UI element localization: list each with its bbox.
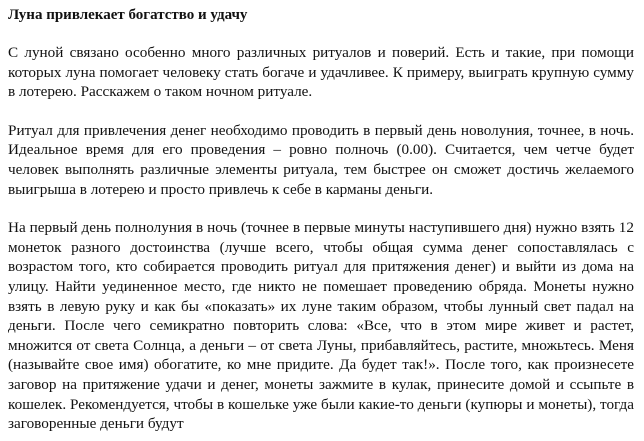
paragraph-ritual-steps: На первый день полнолуния в ночь (точнее в первые минуты наступившего дня) нужно взять 12 монеток разного достоинства (лучше всего, чтобы общая сумма денег сопоставлялась с возрастом того, кто собирается проводить ритуал для притяжения денег) и выйти из дома на улицу. Найти уединенное место, где никто не помешает проведению обряда. Монеты нужно взять в левую руку и как бы «показать» их луне таким образом, чтобы лунный свет падал на деньги. После чего семикратно повторить слова: «Все, что в этом мире живет и растет, множится от света Солнца, а деньги – от света Луны, прибавляйтесь, растите, множьтесь. Меня (называйте свое имя) обогатите, ко мне придите. Да будет так!». После того, как произнесете заговор на притяжение удачи и денег, монеты зажмите в кулак, принесите домой и ссыпьте в кошелек. Рекомендуется, чтобы в кошельке уже были какие-то деньги (купюры и монеты), тогда заговоренные деньги будут [8,219,634,433]
paragraph-ritual-timing: Ритуал для привлечения денег необходимо проводить в первый день новолуния, точнее, в ночь. Идеальное время для его проведения – ровно полночь (0.00). Считается, чем четче будет человек выполнять различные элементы ритуала, тем быстрее он сможет достичь желаемого выигрыша в лотерею и просто привлечь к себе в карманы деньги. [8,121,634,198]
paragraph-intro: С луной связано особенно много различных ритуалов и поверий. Есть и такие, при помощи которых луна помогает человеку стать богаче и удачливее. К примеру, выиграть крупную сумму в лотерею. Расскажем о таком ночном ритуале. [8,44,634,101]
article-title: Луна привлекает богатство и удачу [8,7,248,23]
article [8,6,634,439]
